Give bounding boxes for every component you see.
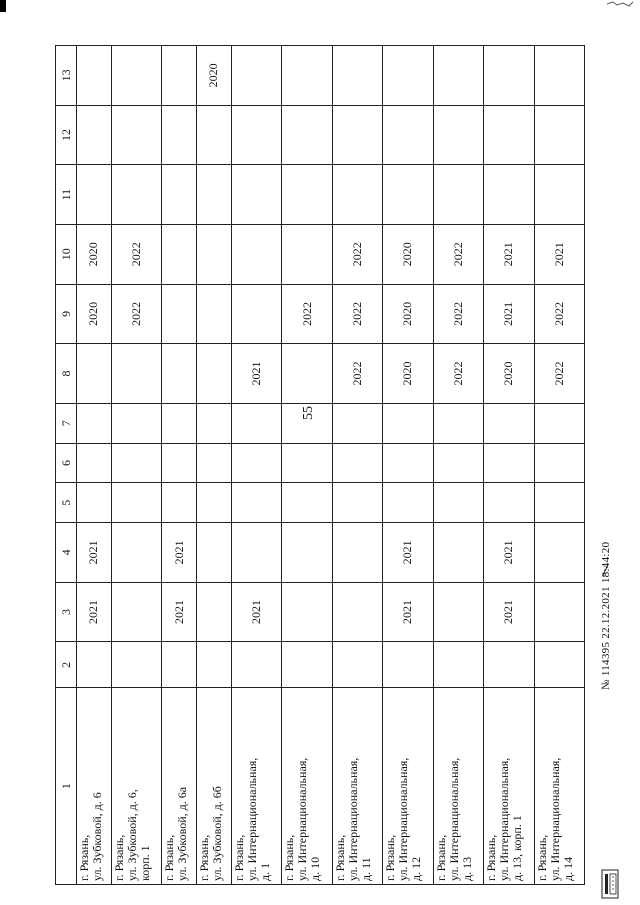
table-row — [534, 46, 585, 885]
year-cell — [433, 403, 483, 443]
table-row — [162, 46, 197, 885]
year-cell — [231, 642, 281, 688]
address-cell: г. Рязань, ул. Интернациональная, д. 11 — [332, 688, 382, 885]
year-cell — [162, 165, 197, 225]
table-row — [197, 46, 232, 885]
year-cell — [332, 403, 382, 443]
table-rotation-inner — [55, 45, 585, 885]
year-cell: 2020 — [383, 224, 433, 284]
year-cell: 2020 — [197, 46, 232, 106]
year-cell: 2021 — [231, 582, 281, 642]
column-header-5: 5 — [56, 483, 77, 523]
year-cell: 2020 — [77, 284, 112, 344]
year-cell — [332, 165, 382, 225]
column-header-2: 2 — [56, 642, 77, 688]
year-cell — [231, 46, 281, 106]
year-cell: 2022 — [332, 284, 382, 344]
column-header-12: 12 — [56, 105, 77, 165]
year-cell: 2020 — [383, 344, 433, 404]
year-cell: 2022 — [433, 224, 483, 284]
year-cell — [332, 46, 382, 106]
column-header-7: 7 — [56, 403, 77, 443]
year-cell — [383, 483, 433, 523]
column-header-10: 10 — [56, 224, 77, 284]
scan-corner-mark — [0, 0, 6, 12]
table-row — [77, 46, 112, 885]
table-body — [77, 46, 585, 885]
column-header-11: 11 — [56, 165, 77, 225]
table-row — [111, 46, 161, 885]
year-cell — [162, 46, 197, 106]
year-cell — [231, 224, 281, 284]
year-cell — [433, 582, 483, 642]
year-cell — [111, 443, 161, 483]
year-cell — [332, 443, 382, 483]
year-cell — [231, 165, 281, 225]
year-cell — [197, 582, 232, 642]
year-cell: 2021 — [162, 582, 197, 642]
year-cell — [332, 642, 382, 688]
year-cell — [77, 483, 112, 523]
table-row — [383, 46, 433, 885]
year-cell: 2021 — [231, 344, 281, 404]
year-cell: 2022 — [534, 284, 585, 344]
year-cell — [162, 344, 197, 404]
year-cell — [534, 165, 585, 225]
year-cell — [162, 642, 197, 688]
year-cell: 2022 — [111, 284, 161, 344]
year-cell — [534, 46, 585, 106]
year-cell — [282, 403, 332, 443]
year-cell: 2021 — [484, 224, 534, 284]
year-cell — [77, 46, 112, 106]
year-cell — [111, 105, 161, 165]
year-cell — [484, 403, 534, 443]
table-header-row — [56, 46, 77, 885]
year-cell — [162, 284, 197, 344]
year-cell: 2021 — [77, 582, 112, 642]
year-cell — [162, 224, 197, 284]
year-cell — [282, 344, 332, 404]
scan-artifact-mark — [605, 0, 635, 8]
year-cell: 2020 — [484, 344, 534, 404]
year-cell — [77, 344, 112, 404]
year-cell — [332, 483, 382, 523]
address-cell: г. Рязань, ул. Интернациональная, д. 1 — [231, 688, 281, 885]
year-cell — [162, 105, 197, 165]
table-row — [332, 46, 382, 885]
address-cell: г. Рязань, ул. Интернациональная, д. 13, корп. 1 — [484, 688, 534, 885]
year-cell — [534, 582, 585, 642]
year-cell — [383, 105, 433, 165]
year-cell — [484, 46, 534, 106]
year-cell — [282, 582, 332, 642]
table-rotation-wrapper — [55, 45, 585, 885]
page-number: 55 — [301, 406, 316, 420]
year-cell — [231, 284, 281, 344]
year-cell: 2021 — [77, 523, 112, 583]
year-cell: 2020 — [383, 284, 433, 344]
year-cell — [77, 105, 112, 165]
year-cell — [484, 443, 534, 483]
year-cell — [282, 105, 332, 165]
year-cell — [383, 46, 433, 106]
year-cell: 2022 — [111, 224, 161, 284]
year-cell — [282, 483, 332, 523]
year-cell — [433, 105, 483, 165]
year-cell — [433, 46, 483, 106]
year-cell — [433, 443, 483, 483]
column-header-9: 9 — [56, 284, 77, 344]
year-cell — [111, 483, 161, 523]
year-cell — [77, 165, 112, 225]
repair-schedule-table — [55, 45, 585, 885]
year-cell — [484, 483, 534, 523]
registry-number: № 114395 22.12.2021 18:44:20 — [600, 541, 612, 690]
year-cell — [332, 105, 382, 165]
year-cell — [111, 642, 161, 688]
year-cell — [534, 483, 585, 523]
column-header-1: 1 — [56, 688, 77, 885]
table-row — [231, 46, 281, 885]
year-cell — [197, 483, 232, 523]
year-cell — [77, 642, 112, 688]
year-cell: 2021 — [484, 284, 534, 344]
year-cell — [197, 443, 232, 483]
address-cell: г. Рязань, ул. Интернациональная, д. 12 — [383, 688, 433, 885]
year-cell — [231, 403, 281, 443]
year-cell — [162, 443, 197, 483]
address-cell: г. Рязань, ул. Зубковой, д. 6 — [77, 688, 112, 885]
year-cell — [484, 642, 534, 688]
year-cell — [231, 443, 281, 483]
year-cell — [534, 642, 585, 688]
column-header-8: 8 — [56, 344, 77, 404]
table-row — [484, 46, 534, 885]
column-header-6: 6 — [56, 443, 77, 483]
year-cell — [231, 483, 281, 523]
year-cell: 2021 — [484, 523, 534, 583]
year-cell — [77, 443, 112, 483]
year-cell: 2022 — [332, 344, 382, 404]
year-cell — [433, 523, 483, 583]
year-cell — [231, 105, 281, 165]
address-cell: г. Рязань, ул. Зубковой, д. 6, корп. 1 — [111, 688, 161, 885]
year-cell — [534, 403, 585, 443]
year-cell — [332, 523, 382, 583]
year-cell: 2022 — [433, 344, 483, 404]
year-cell — [282, 46, 332, 106]
year-cell — [162, 403, 197, 443]
year-cell: 2020 — [77, 224, 112, 284]
year-cell — [484, 165, 534, 225]
year-cell: 2022 — [433, 284, 483, 344]
year-cell — [197, 403, 232, 443]
year-cell — [383, 443, 433, 483]
year-cell — [433, 642, 483, 688]
year-cell: 2021 — [162, 523, 197, 583]
year-cell — [111, 403, 161, 443]
table-row — [282, 46, 332, 885]
year-cell — [111, 165, 161, 225]
year-cell — [77, 403, 112, 443]
government-stamp-logo — [600, 868, 620, 900]
year-cell — [197, 224, 232, 284]
year-cell: 2021 — [383, 582, 433, 642]
address-cell: г. Рязань, ул. Интернациональная, д. 13 — [433, 688, 483, 885]
address-cell: г. Рязань, ул. Интернациональная, д. 10 — [282, 688, 332, 885]
year-cell: 2021 — [484, 582, 534, 642]
year-cell — [484, 105, 534, 165]
year-cell — [534, 443, 585, 483]
year-cell: 2022 — [332, 224, 382, 284]
year-cell — [231, 523, 281, 583]
year-cell — [433, 483, 483, 523]
year-cell — [162, 483, 197, 523]
year-cell — [383, 165, 433, 225]
address-cell: г. Рязань, ул. Интернациональная, д. 14 — [534, 688, 585, 885]
year-cell — [197, 344, 232, 404]
year-cell: 2021 — [383, 523, 433, 583]
year-cell: 2021 — [534, 224, 585, 284]
year-cell — [111, 523, 161, 583]
year-cell — [197, 284, 232, 344]
year-cell — [111, 582, 161, 642]
year-cell — [111, 344, 161, 404]
year-cell — [282, 165, 332, 225]
year-cell — [197, 165, 232, 225]
year-cell — [534, 523, 585, 583]
year-cell — [383, 642, 433, 688]
year-cell — [197, 523, 232, 583]
address-cell: г. Рязань, ул. Зубковой, д. 6а — [162, 688, 197, 885]
year-cell — [282, 443, 332, 483]
year-cell — [332, 582, 382, 642]
year-cell — [433, 165, 483, 225]
year-cell — [282, 523, 332, 583]
year-cell — [111, 46, 161, 106]
year-cell — [282, 224, 332, 284]
year-cell — [282, 642, 332, 688]
column-header-3: 3 — [56, 582, 77, 642]
table-row — [433, 46, 483, 885]
year-cell — [197, 105, 232, 165]
address-cell: г. Рязань, ул. Зубковой, д. 6б — [197, 688, 232, 885]
year-cell — [197, 642, 232, 688]
year-cell — [534, 105, 585, 165]
column-header-4: 4 — [56, 523, 77, 583]
year-cell — [383, 403, 433, 443]
year-cell: 2022 — [534, 344, 585, 404]
column-header-13: 13 — [56, 46, 77, 106]
year-cell: 2022 — [282, 284, 332, 344]
